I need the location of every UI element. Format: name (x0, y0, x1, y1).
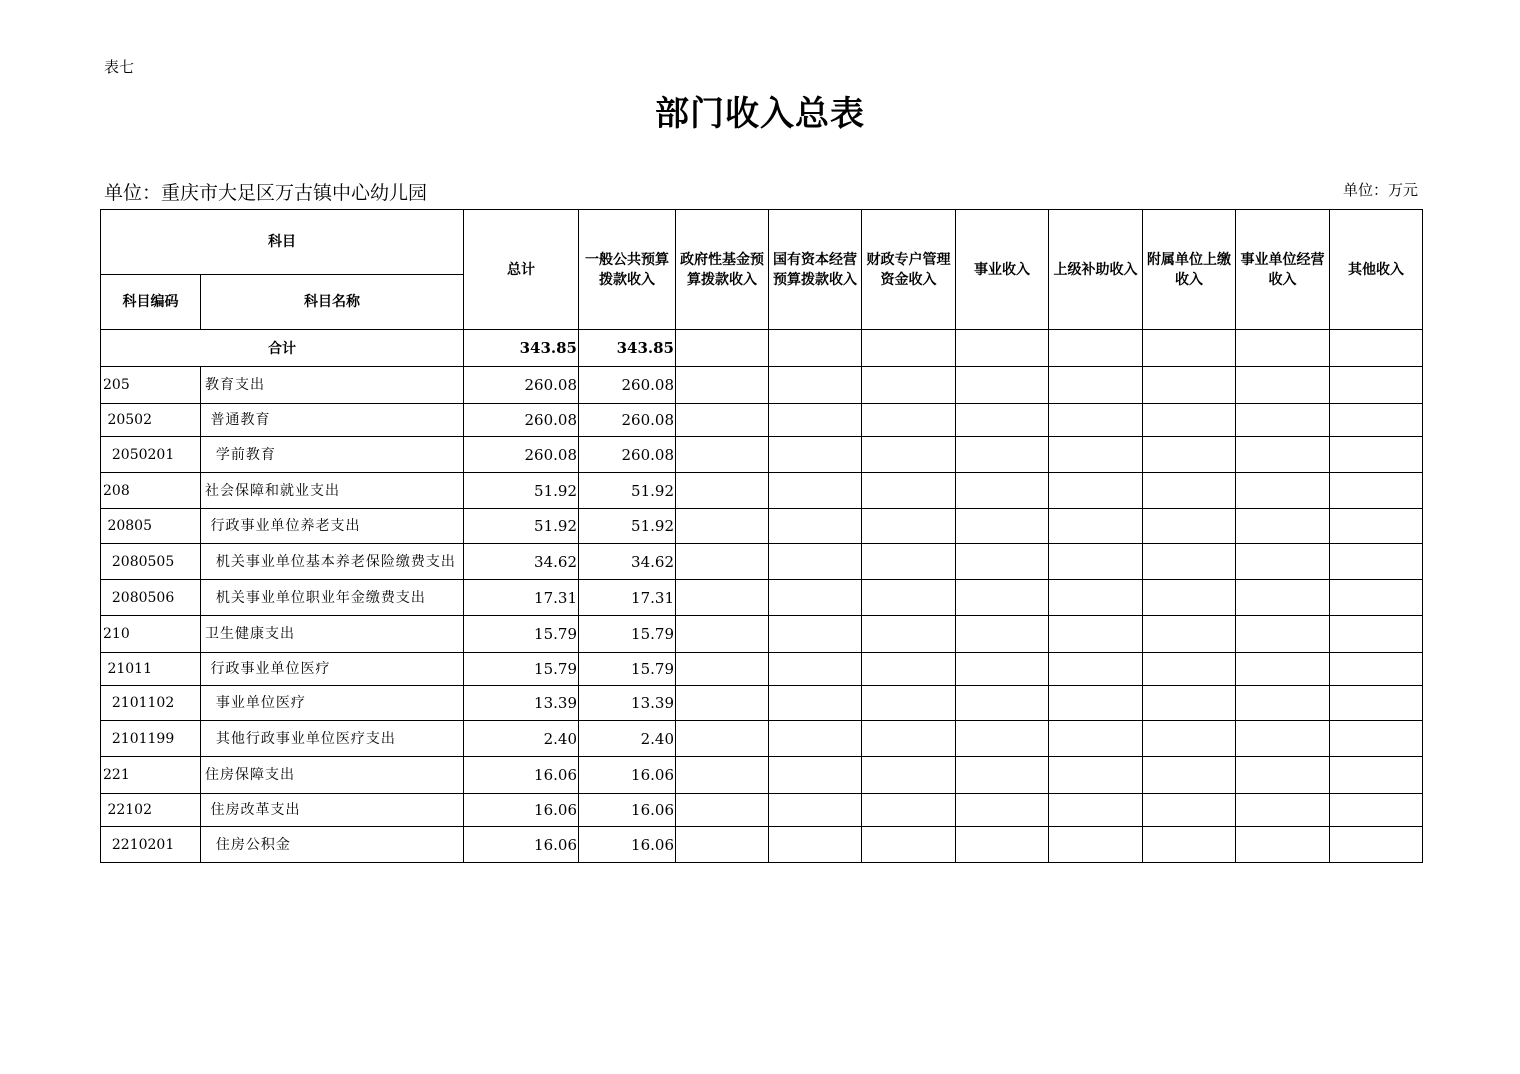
row-total: 260.08 (464, 404, 579, 437)
empty-cell (1236, 367, 1330, 404)
empty-cell (1330, 686, 1423, 721)
header-business-income: 事业收入 (956, 210, 1049, 330)
empty-cell (862, 544, 956, 580)
empty-cell (769, 653, 862, 686)
empty-cell (1143, 686, 1236, 721)
row-code: 2210201 (101, 827, 201, 863)
empty-cell (676, 653, 769, 686)
empty-cell (956, 721, 1049, 757)
empty-cell (956, 473, 1049, 509)
table-row (101, 473, 1423, 509)
empty-cell (956, 437, 1049, 473)
empty-cell (676, 437, 769, 473)
table-row (101, 437, 1423, 473)
row-general-budget: 51.92 (579, 509, 676, 544)
unit-currency: 单位：万元 (1342, 181, 1418, 199)
row-general-budget: 34.62 (579, 544, 676, 580)
empty-cell (1049, 544, 1143, 580)
empty-cell (676, 404, 769, 437)
empty-cell (676, 757, 769, 794)
empty-cell (676, 544, 769, 580)
table-row (101, 653, 1423, 686)
row-name: 住房公积金 (201, 827, 464, 863)
empty-cell (1049, 509, 1143, 544)
row-general-budget: 16.06 (579, 794, 676, 827)
row-general-budget: 16.06 (579, 757, 676, 794)
empty-cell (769, 404, 862, 437)
empty-cell (1330, 473, 1423, 509)
empty-cell (1236, 757, 1330, 794)
table-row (101, 367, 1423, 404)
row-name: 住房改革支出 (201, 794, 464, 827)
empty-cell (862, 794, 956, 827)
header-gov-fund: 政府性基金预算拨款收入 (676, 210, 769, 330)
row-total: 34.62 (464, 544, 579, 580)
empty-cell (862, 827, 956, 863)
empty-cell (1049, 367, 1143, 404)
row-general-budget: 260.08 (579, 404, 676, 437)
empty-cell (862, 404, 956, 437)
empty-cell (1330, 580, 1423, 616)
empty-cell (769, 544, 862, 580)
empty-cell (862, 367, 956, 404)
empty-cell (1049, 616, 1143, 653)
empty-cell (862, 509, 956, 544)
row-code: 208 (101, 473, 201, 509)
empty-cell (956, 404, 1049, 437)
empty-cell (956, 686, 1049, 721)
row-code: 2050201 (101, 437, 201, 473)
row-code: 20502 (101, 404, 201, 437)
empty-cell (1143, 437, 1236, 473)
income-table (100, 209, 1423, 863)
row-total: 15.79 (464, 653, 579, 686)
header-general-budget: 一般公共预算拨款收入 (579, 210, 676, 330)
empty-cell (956, 616, 1049, 653)
row-code: 21011 (101, 653, 201, 686)
empty-cell (862, 437, 956, 473)
row-name: 其他行政事业单位医疗支出 (201, 721, 464, 757)
empty-cell (676, 721, 769, 757)
empty-cell (676, 686, 769, 721)
empty-cell (676, 473, 769, 509)
table-body (101, 367, 1423, 863)
empty-cell (676, 827, 769, 863)
empty-cell (1143, 404, 1236, 437)
row-total: 51.92 (464, 509, 579, 544)
row-total: 15.79 (464, 616, 579, 653)
empty-cell (1143, 653, 1236, 686)
empty-cell (1049, 721, 1143, 757)
row-total: 51.92 (464, 473, 579, 509)
empty-cell (1236, 580, 1330, 616)
row-code: 2101199 (101, 721, 201, 757)
total-sum: 343.85 (464, 330, 579, 367)
empty-cell (862, 580, 956, 616)
row-total: 13.39 (464, 686, 579, 721)
row-name: 住房保障支出 (201, 757, 464, 794)
row-code: 221 (101, 757, 201, 794)
row-name: 行政事业单位医疗 (201, 653, 464, 686)
empty-cell (769, 509, 862, 544)
row-general-budget: 260.08 (579, 367, 676, 404)
header-superior-subsidy: 上级补助收入 (1049, 210, 1143, 330)
table-row (101, 580, 1423, 616)
row-general-budget: 16.06 (579, 827, 676, 863)
header-operating: 事业单位经营收入 (1236, 210, 1330, 330)
row-name: 学前教育 (201, 437, 464, 473)
empty-cell (1236, 473, 1330, 509)
row-general-budget: 15.79 (579, 616, 676, 653)
empty-cell (862, 616, 956, 653)
header-name: 科目名称 (201, 275, 464, 330)
empty-cell (1236, 721, 1330, 757)
row-total: 260.08 (464, 367, 579, 404)
empty-cell (1330, 794, 1423, 827)
empty-cell (1143, 580, 1236, 616)
empty-cell (1330, 544, 1423, 580)
total-row (101, 330, 1423, 367)
empty-cell (769, 367, 862, 404)
empty-cell (1049, 794, 1143, 827)
empty-cell (862, 686, 956, 721)
empty-cell (1330, 509, 1423, 544)
empty-cell (1049, 404, 1143, 437)
row-general-budget: 260.08 (579, 437, 676, 473)
header-state-capital: 国有资本经营预算拨款收入 (769, 210, 862, 330)
row-general-budget: 51.92 (579, 473, 676, 509)
header-special-fund: 财政专户管理资金收入 (862, 210, 956, 330)
row-code: 2101102 (101, 686, 201, 721)
empty-cell (1143, 721, 1236, 757)
empty-cell (862, 721, 956, 757)
row-name: 行政事业单位养老支出 (201, 509, 464, 544)
empty-cell (769, 686, 862, 721)
empty-cell (1143, 616, 1236, 653)
empty-cell (1049, 653, 1143, 686)
empty-cell (1330, 437, 1423, 473)
total-label: 合计 (101, 330, 464, 367)
empty-cell (1049, 827, 1143, 863)
row-total: 16.06 (464, 827, 579, 863)
empty-cell (769, 794, 862, 827)
table-row (101, 686, 1423, 721)
row-code: 20805 (101, 509, 201, 544)
table-row (101, 757, 1423, 794)
table-tag: 表七 (104, 58, 135, 76)
empty-cell (1049, 437, 1143, 473)
empty-cell (1330, 721, 1423, 757)
empty-cell (1143, 544, 1236, 580)
empty-cell (1330, 404, 1423, 437)
row-total: 260.08 (464, 437, 579, 473)
empty-cell (1143, 509, 1236, 544)
empty-cell (1330, 827, 1423, 863)
table-row (101, 509, 1423, 544)
row-name: 卫生健康支出 (201, 616, 464, 653)
empty-cell (1236, 509, 1330, 544)
empty-cell (769, 757, 862, 794)
row-general-budget: 2.40 (579, 721, 676, 757)
empty-cell (862, 473, 956, 509)
empty-cell (1049, 473, 1143, 509)
empty-cell (1330, 757, 1423, 794)
row-general-budget: 15.79 (579, 653, 676, 686)
empty-cell (1049, 686, 1143, 721)
empty-cell (676, 367, 769, 404)
empty-cell (1236, 686, 1330, 721)
empty-cell (1236, 616, 1330, 653)
empty-cell (1236, 653, 1330, 686)
row-name: 社会保障和就业支出 (201, 473, 464, 509)
empty-cell (1236, 404, 1330, 437)
empty-cell (769, 827, 862, 863)
empty-cell (1330, 367, 1423, 404)
empty-cell (1236, 437, 1330, 473)
empty-cell (862, 653, 956, 686)
row-code: 2080505 (101, 544, 201, 580)
empty-cell (1049, 580, 1143, 616)
row-total: 17.31 (464, 580, 579, 616)
empty-cell (1236, 827, 1330, 863)
header-subject: 科目 (101, 210, 464, 275)
empty-cell (676, 580, 769, 616)
empty-cell (769, 580, 862, 616)
empty-cell (956, 794, 1049, 827)
empty-cell (769, 721, 862, 757)
row-code: 2080506 (101, 580, 201, 616)
header-affiliated: 附属单位上缴收入 (1143, 210, 1236, 330)
empty-cell (1330, 653, 1423, 686)
row-general-budget: 17.31 (579, 580, 676, 616)
page-title: 部门收入总表 (655, 94, 865, 134)
row-total: 2.40 (464, 721, 579, 757)
empty-cell (769, 616, 862, 653)
empty-cell (1143, 827, 1236, 863)
empty-cell (956, 827, 1049, 863)
total-general-budget: 343.85 (579, 330, 676, 367)
row-total: 16.06 (464, 757, 579, 794)
empty-cell (676, 794, 769, 827)
header-code: 科目编码 (101, 275, 201, 330)
empty-cell (1143, 473, 1236, 509)
row-name: 教育支出 (201, 367, 464, 404)
header-other: 其他收入 (1330, 210, 1423, 330)
empty-cell (956, 653, 1049, 686)
empty-cell (769, 437, 862, 473)
empty-cell (956, 367, 1049, 404)
empty-cell (956, 509, 1049, 544)
row-name: 机关事业单位职业年金缴费支出 (201, 580, 464, 616)
table-row (101, 827, 1423, 863)
empty-cell (1236, 794, 1330, 827)
row-name: 机关事业单位基本养老保险缴费支出 (201, 544, 464, 580)
row-code: 205 (101, 367, 201, 404)
table-row (101, 721, 1423, 757)
unit-organization: 单位：重庆市大足区万古镇中心幼儿园 (104, 182, 428, 204)
empty-cell (956, 757, 1049, 794)
row-code: 210 (101, 616, 201, 653)
empty-cell (1143, 794, 1236, 827)
header-total: 总计 (464, 210, 579, 330)
row-name: 普通教育 (201, 404, 464, 437)
row-total: 16.06 (464, 794, 579, 827)
empty-cell (1049, 757, 1143, 794)
row-general-budget: 13.39 (579, 686, 676, 721)
row-name: 事业单位医疗 (201, 686, 464, 721)
empty-cell (1143, 757, 1236, 794)
empty-cell (1236, 544, 1330, 580)
row-code: 22102 (101, 794, 201, 827)
empty-cell (769, 473, 862, 509)
empty-cell (1143, 367, 1236, 404)
table-row (101, 404, 1423, 437)
empty-cell (956, 544, 1049, 580)
empty-cell (1330, 616, 1423, 653)
table-row (101, 794, 1423, 827)
table-row (101, 616, 1423, 653)
empty-cell (956, 580, 1049, 616)
table-row (101, 544, 1423, 580)
empty-cell (676, 616, 769, 653)
empty-cell (676, 509, 769, 544)
empty-cell (862, 757, 956, 794)
